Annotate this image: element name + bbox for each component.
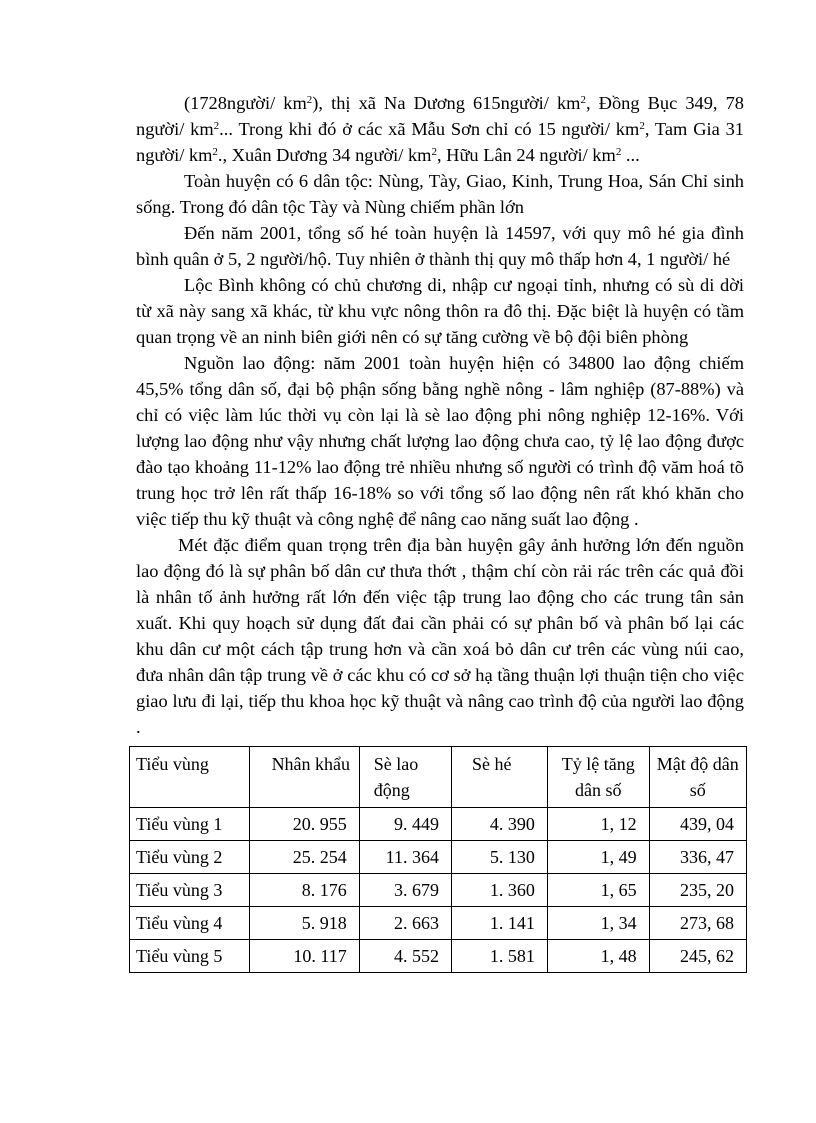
table-cell: 235, 20 bbox=[649, 874, 746, 907]
table-cell: Tiểu vùng 2 bbox=[130, 841, 250, 874]
subregion-table bbox=[129, 746, 747, 973]
table-cell: 5. 918 bbox=[249, 907, 359, 940]
text-run: ), thị xã Na Dương 615người/ km bbox=[312, 93, 581, 113]
table-cell: 273, 68 bbox=[649, 907, 746, 940]
text-run: , Tam Gia 31 người/ km bbox=[136, 119, 744, 165]
superscript: 2 bbox=[212, 146, 218, 158]
paragraph-migration bbox=[136, 272, 744, 350]
header-cell: Nhân khẩu bbox=[249, 747, 359, 808]
table-cell: 1, 12 bbox=[547, 808, 649, 841]
header-cell: Tiểu vùng bbox=[130, 747, 250, 808]
table-row bbox=[130, 907, 747, 940]
table-cell: 25. 254 bbox=[249, 841, 359, 874]
table-cell: 4. 552 bbox=[359, 940, 451, 973]
table-cell: 439, 04 bbox=[649, 808, 746, 841]
paragraph-ethnic-groups bbox=[136, 168, 744, 220]
table-cell: 1. 141 bbox=[452, 907, 548, 940]
table-cell: 1, 48 bbox=[547, 940, 649, 973]
table-cell: 336, 47 bbox=[649, 841, 746, 874]
paragraph-text: Mét đặc điểm quan trọng trên địa bàn huyện gây ảnh hưởng lớn đến nguồn lao động đó là sự phân bố dân cư thưa thớt , thậm chí còn rải rác trên các quả đồi là nhân tố ảnh hưởng rất lớn đến việc tập trung lao động cho các trung tân sản xuất. Khi quy hoạch sử dụng đất đai cần phải có sự phân bố và phân bố lại các khu dân cư một cách tập trung hơn và cần xoá bỏ dân cư trên các vùng núi cao, đưa nhân dân tập trung về ở các khu có cơ sở hạ tầng thuận lợi thuận tiện cho việc giao lưu đi lại, tiếp thu khoa học kỹ thuật và nâng cao trình độ của người lao động . bbox=[136, 535, 744, 737]
table-cell: 1, 65 bbox=[547, 874, 649, 907]
table-cell: 4. 390 bbox=[452, 808, 548, 841]
table-cell: 1, 49 bbox=[547, 841, 649, 874]
header-cell: Tỷ lệ tăng dân số bbox=[547, 747, 649, 808]
table-cell: 245, 62 bbox=[649, 940, 746, 973]
paragraph-text: Nguồn lao động: năm 2001 toàn huyện hiện có 34800 lao động chiếm 45,5% tổng dân số, đại bộ phận sống bằng nghề nông - lâm nghiệp (87-88%) và chỉ có việc làm lúc thời vụ còn lại là sè lao động phi nông nghiệp 12-16%. Với lượng lao động như vậy nhưng chất lượng lao động chưa cao, tỷ lệ lao động được đào tạo khoảng 11-12% lao động trẻ nhiều nhưng số người có trình độ văm hoá tõ trung học trở lên rất thấp 16-18% so với tổng số lao động nên rất khó khăn cho việc tiếp thu kỹ thuật và công nghệ để nâng cao năng suất lao động . bbox=[136, 353, 744, 529]
table-cell: Tiểu vùng 4 bbox=[130, 907, 250, 940]
text-run: ... bbox=[621, 145, 640, 165]
document-page bbox=[136, 90, 744, 973]
paragraph-text: Toàn huyện có 6 dân tộc: Nùng, Tày, Giao, Kinh, Trung Hoa, Sán Chỉ sinh sống. Trong đó dân tộc Tày và Nùng chiếm phần lớn bbox=[136, 171, 744, 217]
table-cell: 20. 955 bbox=[249, 808, 359, 841]
header-cell: Mật độ dân số bbox=[649, 747, 746, 808]
header-cell: Sè lao động bbox=[359, 747, 451, 808]
paragraph-distribution bbox=[136, 532, 744, 740]
table-cell: Tiểu vùng 3 bbox=[130, 874, 250, 907]
superscript: 2 bbox=[639, 120, 645, 132]
superscript: 2 bbox=[213, 120, 220, 132]
text-run: ., Xuân Dương 34 người/ km bbox=[217, 145, 432, 165]
table-cell: 5. 130 bbox=[452, 841, 548, 874]
table-header-row bbox=[130, 747, 747, 808]
table-row bbox=[130, 940, 747, 973]
superscript: 2 bbox=[306, 94, 313, 106]
table-cell: Tiểu vùng 1 bbox=[130, 808, 250, 841]
table-cell: 9. 449 bbox=[359, 808, 451, 841]
table-row bbox=[130, 874, 747, 907]
text-run: ... Trong khi đó ở các xã Mẫu Sơn chỉ có 15 người/ km bbox=[219, 119, 640, 139]
header-cell: Sè hé bbox=[452, 747, 548, 808]
table-cell: 3. 679 bbox=[359, 874, 451, 907]
paragraph-labour bbox=[136, 350, 744, 532]
table-row bbox=[130, 808, 747, 841]
table-row bbox=[130, 841, 747, 874]
table-cell: 8. 176 bbox=[249, 874, 359, 907]
paragraph-households bbox=[136, 220, 744, 272]
superscript: 2 bbox=[580, 94, 586, 106]
text-run: , Đồng Bục 349, 78 người/ km bbox=[136, 93, 744, 139]
superscript: 2 bbox=[615, 146, 622, 158]
table-cell: 1. 360 bbox=[452, 874, 548, 907]
paragraph-text: Lộc Bình không có chủ chương di, nhập cư ngoại tỉnh, nhưng có sù di dời từ xã này sang xã khác, từ khu vực nông thôn ra đô thị. Đặc biệt là huyện có tầm quan trọng về an ninh biên giới nên có sự tăng cường về bộ đội biên phòng bbox=[136, 275, 744, 347]
paragraph-text: Đến năm 2001, tổng số hé toàn huyện là 14597, với quy mô hé gia đình bình quân ở 5, 2 người/hộ. Tuy nhiên ở thành thị quy mô thấp hơn 4, 1 người/ hé bbox=[136, 223, 744, 269]
paragraph-density bbox=[136, 90, 744, 168]
table-cell: 1, 34 bbox=[547, 907, 649, 940]
table-cell: 2. 663 bbox=[359, 907, 451, 940]
table-cell: 11. 364 bbox=[359, 841, 451, 874]
superscript: 2 bbox=[431, 146, 437, 158]
table-cell: Tiểu vùng 5 bbox=[130, 940, 250, 973]
table-cell: 10. 117 bbox=[249, 940, 359, 973]
table-cell: 1. 581 bbox=[452, 940, 548, 973]
text-run: , Hữu Lân 24 người/ km bbox=[436, 145, 616, 165]
text-run: (1728người/ km bbox=[184, 93, 307, 113]
